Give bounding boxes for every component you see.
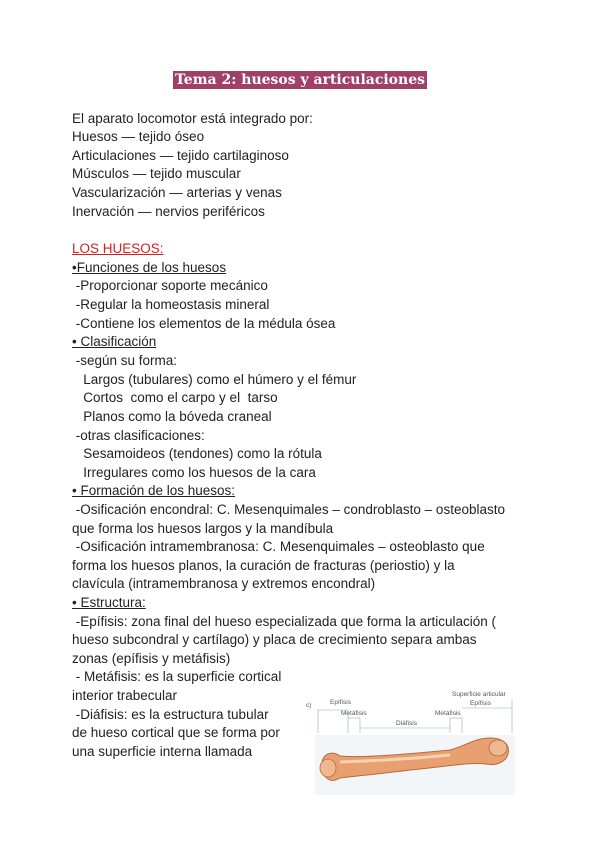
formacion-line: que forma los huesos largos y la mandíbula — [72, 521, 334, 536]
clasificacion-line: Irregulares como los huesos de la cara — [72, 465, 316, 480]
intro-line: El aparato locomotor está integrado por: — [72, 111, 313, 126]
formacion-line: -Osificación intramembranosa: C. Mesenquimales – osteoblasto que — [72, 539, 485, 554]
label-epifisis-right: Epífisis — [470, 700, 491, 707]
clasificacion-line: -según su forma: — [72, 353, 178, 368]
intro-line: Músculos — tejido muscular — [72, 166, 241, 181]
clasificacion-line: -otras clasificaciones: — [72, 428, 205, 443]
estructura-line: interior trabecular — [72, 688, 178, 703]
long-bone-figure — [300, 688, 525, 800]
page-title: Tema 2: huesos y articulaciones — [175, 72, 425, 88]
figure-panel-letter: c) — [306, 702, 312, 709]
funciones-item: -Contiene los elementos de la médula ósea — [72, 316, 336, 331]
page-title-wrap — [0, 71, 600, 89]
label-metafisis-right: Metáfisis — [435, 710, 461, 717]
clasificacion-line: Cortos como el carpo y el tarso — [72, 390, 278, 405]
intro-line: Huesos — tejido óseo — [72, 129, 205, 144]
funciones-heading: •Funciones de los huesos — [72, 260, 227, 275]
clasificacion-line: Sesamoideos (tendones) como la rótula — [72, 446, 322, 461]
estructura-line: una superficie interna llamada — [72, 744, 253, 759]
label-metafisis-left: Metáfisis — [341, 710, 367, 717]
clasificacion-line: Planos como la bóveda craneal — [72, 409, 272, 424]
label-superficie-articular: Superficie articular — [452, 691, 506, 698]
formacion-heading: • Formación de los huesos: — [72, 483, 236, 498]
section-heading: LOS HUESOS: — [72, 241, 164, 256]
formacion-line: forma los huesos planos, la curación de fracturas (periostio) y la — [72, 558, 455, 573]
estructura-line: -Epífisis: zona final del hueso especializada que forma la articulación ( — [72, 614, 496, 629]
intro-line: Inervación — nervios periféricos — [72, 204, 265, 219]
estructura-line: hueso subcondral y cartílago) y placa de crecimiento separa ambas — [72, 632, 477, 647]
label-diafisis: Diáfisis — [396, 720, 417, 727]
intro-line: Articulaciones — tejido cartilaginoso — [72, 148, 289, 163]
clasificacion-line: Largos (tubulares) como el húmero y el fémur — [72, 372, 357, 387]
estructura-heading: • Estructura: — [72, 595, 146, 610]
formacion-line: -Osificación encondral: C. Mesenquimales – condroblasto – osteoblasto — [72, 502, 505, 517]
intro-line: Vascularización — arterias y venas — [72, 185, 282, 200]
funciones-item: -Proporcionar soporte mecánico — [72, 278, 268, 293]
formacion-line: clavícula (intramembranosa y extremos encondral) — [72, 576, 376, 591]
estructura-line: de hueso cortical que se forma por — [72, 725, 280, 740]
funciones-item: -Regular la homeostasis mineral — [72, 297, 270, 312]
label-epifisis-left: Epífisis — [330, 699, 351, 706]
estructura-line: zonas (epífisis y metáfisis) — [72, 651, 231, 666]
estructura-line: - Metáfisis: es la superficie cortical — [72, 669, 282, 684]
clasificacion-heading: • Clasificación — [72, 334, 157, 349]
estructura-line: -Diáfisis: es la estructura tubular — [72, 707, 269, 722]
